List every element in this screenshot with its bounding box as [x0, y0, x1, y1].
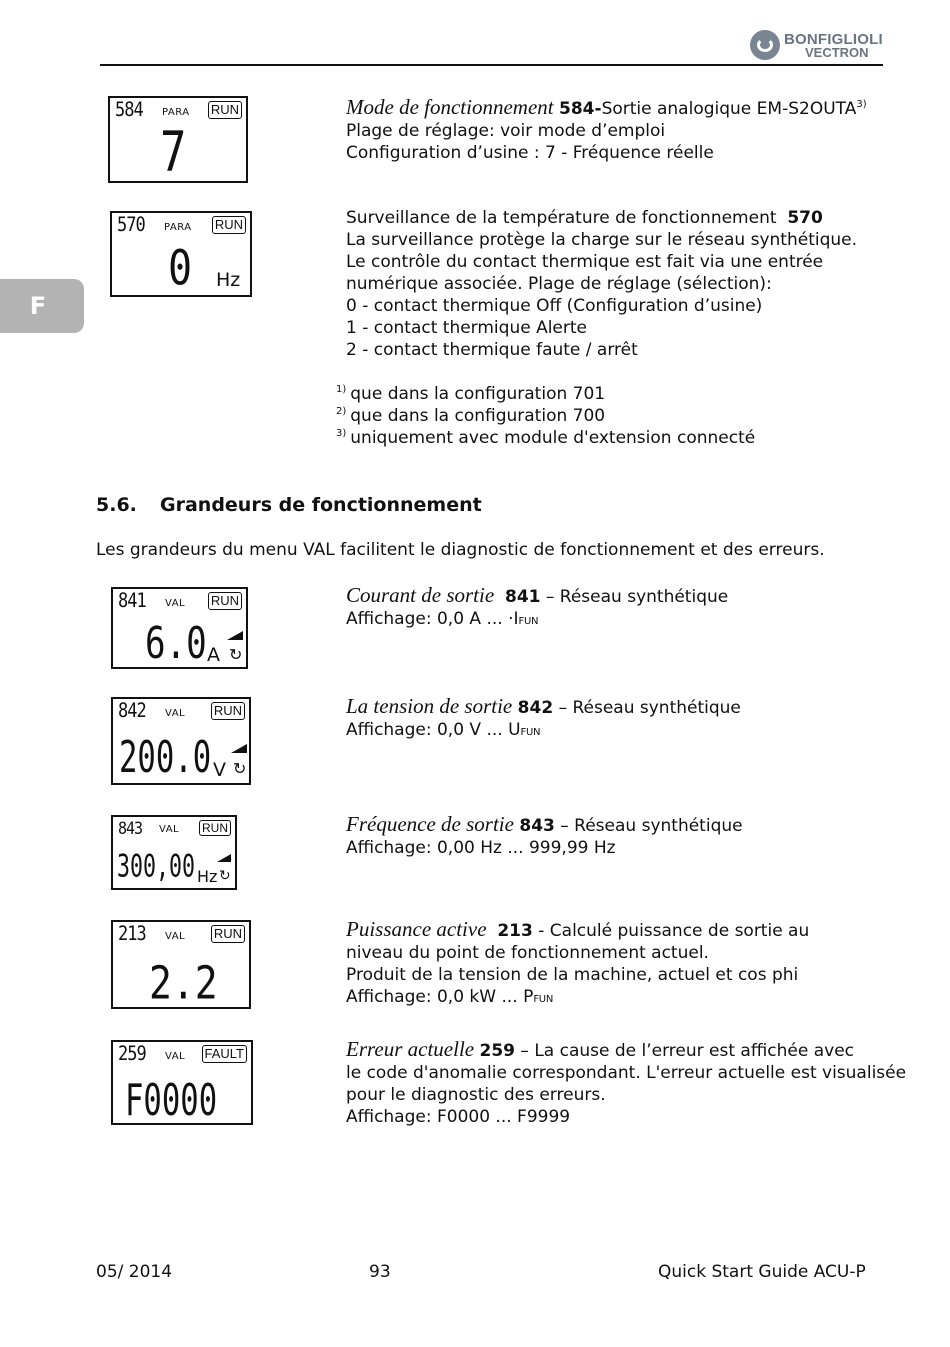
lcd-param-number: 843: [118, 817, 143, 839]
param-number: 842: [517, 698, 554, 718]
footnote: [336, 405, 605, 427]
logo-line2: VECTRON: [805, 45, 869, 60]
lcd-mode: PARA: [164, 222, 192, 233]
lcd-mode: PARA: [162, 107, 190, 118]
param-line: Configuration d’usine : 7 - Fréquence réelle: [346, 143, 714, 163]
lcd-unit: Hz: [197, 867, 218, 886]
footnote: [336, 383, 605, 405]
header-rule: [100, 64, 883, 66]
lcd-param-number: 584: [115, 98, 143, 122]
param-number: 841: [504, 587, 541, 607]
lcd-value: 6.0: [145, 619, 207, 669]
ramp-icon: [227, 631, 243, 640]
param-line: 2 - contact thermique faute / arrêt: [346, 340, 638, 360]
lcd-value: 300,00: [117, 848, 196, 885]
param-line: La surveillance protège la charge sur le réseau synthétique.: [346, 230, 858, 250]
val-843-block: [346, 813, 743, 859]
param-subscript: FUN: [518, 616, 539, 627]
lcd-status: RUN: [212, 216, 246, 234]
logo-icon: [750, 30, 780, 60]
lcd-unit: A: [207, 644, 220, 666]
lcd-display-843: [111, 815, 237, 890]
lcd-value: 2.2: [149, 956, 218, 1010]
lcd-display-213: [111, 920, 251, 1009]
rotation-icon: ↻: [219, 868, 231, 884]
logo-line1: BONFIGLIOLI: [784, 31, 883, 48]
val-841-block: [346, 584, 728, 633]
section-title: Grandeurs de fonctionnement: [160, 494, 482, 516]
lcd-display-259: [111, 1040, 253, 1125]
param-line: niveau du point de fonctionnement actuel.: [346, 943, 709, 963]
param-desc: – Réseau synthétique: [560, 816, 743, 836]
lcd-status: RUN: [211, 925, 245, 943]
lcd-status: RUN: [211, 702, 245, 720]
lcd-mode: VAL: [165, 598, 186, 609]
footer-date: 05/ 2014: [96, 1262, 173, 1282]
lcd-param-number: 841: [118, 589, 146, 613]
param-subscript: FUN: [520, 727, 541, 738]
footnote-ref: 3): [856, 99, 867, 110]
lcd-param-number: 842: [118, 699, 146, 723]
footnote-text: que dans la configuration 700: [350, 406, 606, 426]
param-number: 570: [787, 208, 823, 228]
param-line: numérique associée. Plage de réglage (sélection):: [346, 274, 772, 294]
rotation-icon: ↻: [229, 645, 243, 664]
param-line: 1 - contact thermique Alerte: [346, 318, 588, 338]
param-desc: – Réseau synthétique: [545, 587, 729, 607]
param-line: Plage de réglage: voir mode d’emploi: [346, 121, 666, 141]
param-line: 0 - contact thermique Off (Configuration d’usine): [346, 296, 763, 316]
param-range: Affichage: 0,0 V ... U: [346, 720, 521, 740]
param-title: Fréquence de sortie: [346, 812, 514, 836]
param-subscript: FUN: [533, 994, 554, 1005]
footnote-mark: 3): [336, 428, 347, 439]
lcd-value: 200.0: [119, 733, 212, 783]
company-logo: [750, 30, 885, 62]
footnote-mark: 2): [336, 406, 347, 417]
param-title: La tension de sortie: [346, 694, 513, 718]
ramp-icon: [231, 744, 247, 753]
param-line: Produit de la tension de la machine, actuel et cos phi: [346, 965, 799, 985]
lcd-mode: VAL: [159, 824, 180, 835]
param-desc: Sortie analogique EM-S2OUTA: [601, 99, 857, 119]
footnote-text: que dans la configuration 701: [350, 384, 606, 404]
val-213-block: [346, 918, 809, 1011]
lcd-value: 0: [168, 241, 193, 297]
lcd-status: RUN: [208, 592, 242, 610]
param-number: 259: [479, 1041, 516, 1061]
param-range: Affichage: 0,0 A ... ·I: [346, 609, 519, 629]
param-title: Courant de sortie: [346, 583, 495, 607]
lcd-status: RUN: [208, 101, 242, 119]
param-number: 213: [497, 921, 533, 941]
lcd-status: FAULT: [202, 1045, 248, 1063]
param-number: 584-: [559, 99, 602, 119]
ramp-icon: [217, 854, 231, 862]
lcd-value: 7: [160, 121, 187, 185]
lcd-unit: Hz: [216, 269, 241, 291]
footnote: [336, 427, 755, 449]
lcd-unit: V: [213, 759, 226, 781]
rotation-icon: ↻: [233, 759, 247, 778]
footnote-text: uniquement avec module d'extension connecté: [350, 428, 756, 448]
param-584-block: [346, 96, 867, 164]
param-desc: - Calculé puissance de sortie au: [538, 921, 810, 941]
param-range: Affichage: 0,0 kW ... P: [346, 987, 534, 1007]
param-title: Erreur actuelle: [346, 1037, 475, 1061]
param-desc: – La cause de l’erreur est affichée avec: [520, 1041, 855, 1061]
param-line: pour le diagnostic des erreurs.: [346, 1085, 606, 1105]
footnote-mark: 1): [336, 384, 347, 395]
lcd-mode: VAL: [165, 1051, 186, 1062]
lcd-param-number: 213: [118, 922, 146, 946]
param-title: Mode de fonctionnement: [346, 95, 554, 119]
section-intro: Les grandeurs du menu VAL facilitent le diagnostic de fonctionnement et des erreurs.: [96, 540, 825, 560]
param-570-block: [346, 207, 857, 361]
lcd-mode: VAL: [165, 708, 186, 719]
lcd-display-842: [111, 697, 251, 785]
param-line: Le contrôle du contact thermique est fait via une entrée: [346, 252, 824, 272]
lcd-mode: VAL: [165, 931, 186, 942]
lcd-display-841: [111, 587, 248, 669]
lcd-value: F0000: [125, 1076, 218, 1126]
param-range: Affichage: 0,00 Hz ... 999,99 Hz: [346, 838, 616, 858]
param-line: le code d'anomalie correspondant. L'erreur actuelle est visualisée: [346, 1063, 907, 1083]
page-number: 93: [369, 1262, 391, 1282]
param-number: 843: [519, 816, 555, 836]
val-259-block: [346, 1038, 906, 1128]
param-desc: – Réseau synthétique: [558, 698, 741, 718]
lcd-param-number: 570: [117, 213, 145, 237]
lcd-display-570: [110, 211, 252, 297]
lcd-display-584: [108, 96, 248, 183]
param-title: Puissance active: [346, 917, 487, 941]
section-heading: [96, 494, 482, 516]
language-tab: F: [0, 279, 84, 333]
param-range: Affichage: F0000 ... F9999: [346, 1107, 571, 1127]
param-title: Surveillance de la température de fonctionnement: [346, 208, 777, 228]
lcd-status: RUN: [199, 820, 231, 836]
val-842-block: [346, 695, 741, 744]
footer-title: Quick Start Guide ACU-P: [658, 1262, 866, 1282]
lcd-param-number: 259: [118, 1042, 146, 1066]
section-number: 5.6.: [96, 494, 137, 516]
